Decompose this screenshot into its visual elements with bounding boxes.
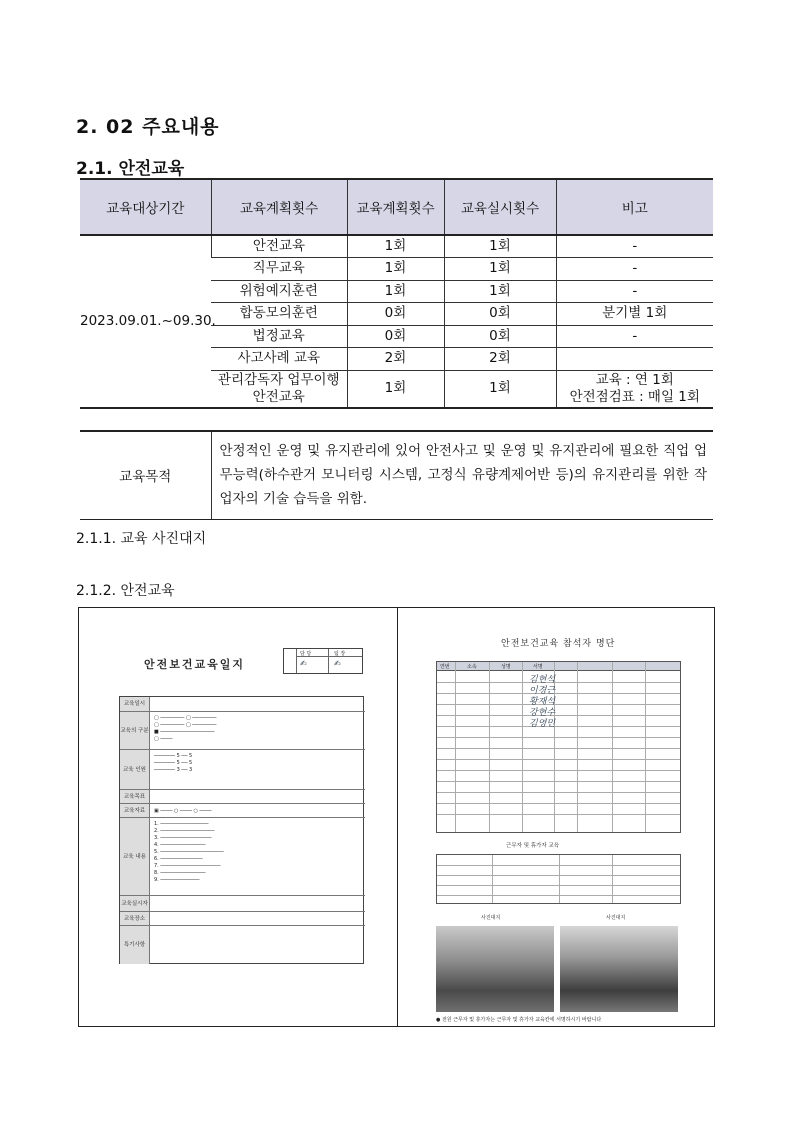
row-note xyxy=(556,370,713,408)
log-label: 교육의 구분 xyxy=(120,712,150,750)
attendee-signature: 김현석 xyxy=(529,675,556,685)
row-done: 1회 xyxy=(444,258,556,281)
header-period: 교육대상기간 xyxy=(80,179,211,235)
education-log-scan xyxy=(119,648,364,970)
log-label: 교육목표 xyxy=(120,790,150,804)
row-done: 0회 xyxy=(444,325,556,348)
attendee-header: 연번 소속 성명 서명 xyxy=(437,662,680,671)
row-plan: 1회 xyxy=(347,370,444,408)
section-heading: 2. 02 주요내용 xyxy=(76,116,220,138)
header-done-count: 교육실시횟수 xyxy=(444,179,556,235)
attendee-signature: 이경근 xyxy=(529,686,556,696)
log-title: 안전보건교육일지 xyxy=(144,658,246,671)
row-note xyxy=(556,348,713,371)
row-note: - xyxy=(556,325,713,348)
signature-mark: ✍ xyxy=(300,659,307,668)
photo-caption: 사진대지 xyxy=(606,915,626,921)
attendee-grid xyxy=(436,661,681,833)
log-label: 교육자료 xyxy=(120,804,150,818)
header-note: 비고 xyxy=(556,179,713,235)
training-photo xyxy=(560,926,678,1012)
row-name: 위험예지훈련 xyxy=(211,280,347,303)
row-name-line1: 관리감독자 업무이행 xyxy=(217,371,340,388)
row-note: - xyxy=(556,280,713,303)
row-done: 2회 xyxy=(444,348,556,371)
row-plan: 2회 xyxy=(347,348,444,371)
attendee-signature: 황재석 xyxy=(529,697,556,707)
row-done: 0회 xyxy=(444,303,556,326)
log-label: 교육일시 xyxy=(120,697,150,711)
subsection-heading: 2.1. 안전교육 xyxy=(76,159,185,179)
log-label: 교육장소 xyxy=(120,912,150,926)
log-label: 특기사항 xyxy=(120,926,150,964)
log-lines: ─────── 5 ── 5 ─────── 5 ── 5 ─────── 3 ── 3 xyxy=(154,753,193,773)
row-note: - xyxy=(556,258,713,281)
approval-label-1: 담 당 xyxy=(300,651,312,657)
row-name: 직무교육 xyxy=(211,258,347,281)
header-plan-count: 교육계획횟수 xyxy=(211,179,347,235)
attendee-list-scan xyxy=(436,636,681,1023)
log-lines: 1. ──────────────── 2. ────────────────── 3. ───────────────── 4. ─────────────── 5. ───────────────────── 6. ────────────── 7. ──────────────────── 8. ─────────────── 9. ───────────── xyxy=(154,821,224,883)
log-label: 교육 내용 xyxy=(120,818,150,896)
row-name: 합동모의훈련 xyxy=(211,303,347,326)
row-note-line1: 교육 : 연 1회 xyxy=(595,371,674,388)
row-done: 1회 xyxy=(444,370,556,408)
attendee-signature: 김영민 xyxy=(529,719,556,729)
approval-label-2: 팀 장 xyxy=(334,651,346,657)
attendee-sub-heading: 근무자 및 휴가자 교육 xyxy=(506,843,560,849)
header-plan-count-2: 교육계획횟수 xyxy=(347,179,444,235)
row-plan: 0회 xyxy=(347,325,444,348)
log-lines: ▣ ──── ○ ──── ○ ──── xyxy=(154,808,212,814)
row-note: - xyxy=(556,235,713,258)
sub-attendee-grid xyxy=(436,854,681,904)
row-plan: 1회 xyxy=(347,280,444,303)
row-name: 안전교육 xyxy=(211,235,347,258)
photo-caption: 사진대지 xyxy=(481,915,501,921)
row-note: 분기별 1회 xyxy=(556,303,713,326)
row-name: 법정교육 xyxy=(211,325,347,348)
log-label: 교육 인원 xyxy=(120,750,150,790)
row-name: 사고사례 교육 xyxy=(211,348,347,371)
table-header-row xyxy=(80,179,713,235)
row-plan: 0회 xyxy=(347,303,444,326)
log-grid xyxy=(119,696,364,964)
safety-education-heading: 2.1.2. 안전교육 xyxy=(76,583,175,599)
attendee-note: ● 전원 근무자 및 휴가자는 근무자 및 휴가자 교육칸에 서명하시기 바랍니다 xyxy=(436,1017,602,1023)
log-label: 교육실시자 xyxy=(120,896,150,912)
attendee-title: 안전보건교육 참석자 명단 xyxy=(501,639,616,649)
period-cell: 2023.09.01.~09.30. xyxy=(80,235,211,408)
row-done: 1회 xyxy=(444,280,556,303)
row-name xyxy=(211,370,347,408)
log-lines: ▢ ──────── ▢ ──────── ▢ ──────── ▢ ──────── ■ ────────────────── ▢ ──── xyxy=(154,715,217,742)
signature-mark: ✍ xyxy=(334,659,341,668)
attendee-signature: 강현수 xyxy=(529,708,556,718)
education-plan-table xyxy=(80,178,713,409)
frame-divider xyxy=(397,608,398,1026)
approval-box xyxy=(283,648,363,674)
row-note-line2: 안전점검표 : 매일 1회 xyxy=(569,388,700,405)
photo-ledger-heading: 2.1.1. 교육 사진대지 xyxy=(76,531,207,547)
table-row xyxy=(80,235,713,258)
training-photo xyxy=(436,926,554,1012)
photo-ledger-frame xyxy=(78,607,715,1027)
row-plan: 1회 xyxy=(347,258,444,281)
goal-text: 안정적인 운영 및 유지관리에 있어 안전사고 및 운영 및 유지관리에 필요한 직업 업무능력(하수관거 모니터링 시스템, 고정식 유량계제어반 등)의 유지관리를 위한 작업자의 기술 습득을 위함. xyxy=(211,431,713,519)
goal-label: 교육목적 xyxy=(80,431,211,519)
row-name-line2: 안전교육 xyxy=(252,388,305,405)
row-done: 1회 xyxy=(444,235,556,258)
row-plan: 1회 xyxy=(347,235,444,258)
education-goal-table xyxy=(80,430,713,520)
